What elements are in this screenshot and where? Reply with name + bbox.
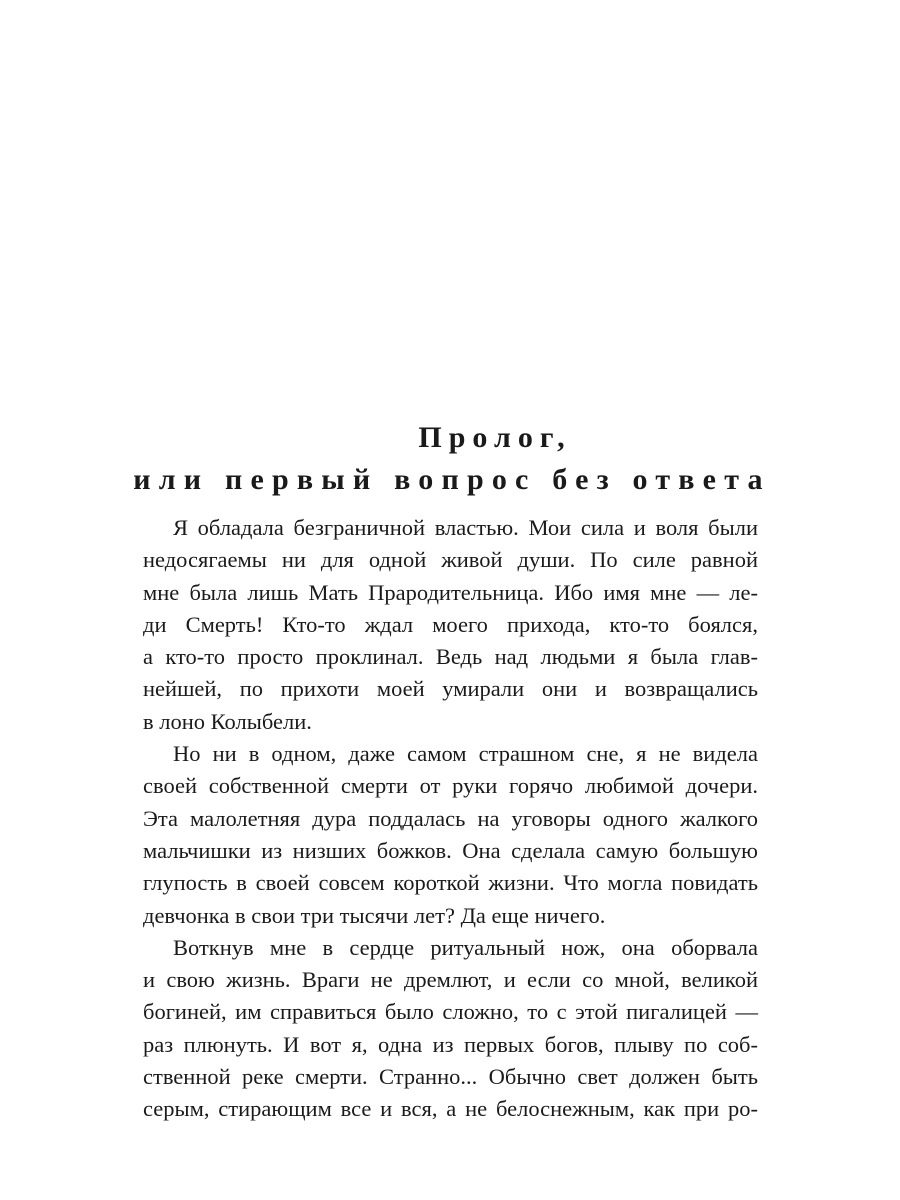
chapter-body: [143, 512, 758, 1126]
text-line: мне была лишь Мать Прародительница. Ибо имя мне — ле-: [143, 579, 758, 605]
text-line: глупость в своей совсем короткой жизни. Что могла повидать: [143, 870, 758, 896]
text-line: недосягаемы ни для одной живой души. По силе равной: [143, 547, 758, 573]
text-line: ственной реке смерти. Странно... Обычно свет должен быть: [143, 1064, 758, 1090]
chapter-title: [0, 417, 900, 501]
text-line: своей собственной смерти от руки горячо любимой дочери.: [143, 773, 758, 799]
text-line: богиней, им справиться было сложно, то с этой пигалицей —: [143, 999, 758, 1025]
text-line: в лоно Колыбели.: [143, 708, 312, 734]
text-line: а кто-то просто проклинал. Ведь над людьми я была глав-: [143, 644, 758, 670]
text-line: Но ни в одном, даже самом страшном сне, я не видела: [173, 741, 758, 767]
text-line: девчонка в свои три тысячи лет? Да еще ничего.: [143, 902, 606, 928]
text-line: ди Смерть! Кто-то ждал моего прихода, кто-то боялся,: [143, 611, 758, 637]
text-line: Эта малолетняя дура поддалась на уговоры одного жалкого: [143, 805, 758, 831]
text-line: мальчишки из низших божков. Она сделала самую большую: [143, 837, 758, 863]
text-line: Я обладала безграничной властью. Мои сила и воля были: [173, 515, 758, 540]
text-line: нейшей, по прихоти моей умирали они и возвращались: [143, 676, 758, 702]
text-line: серым, стирающим все и вся, а не белоснежным, как при ро-: [143, 1096, 758, 1122]
text-line: раз плюнуть. И вот я, одна из первых богов, плыву по соб-: [143, 1031, 758, 1057]
chapter-title-line-2: или первый вопрос без ответа: [133, 463, 771, 496]
chapter-title-line-1: Пролог,: [418, 421, 572, 454]
text-line: Воткнув мне в сердце ритуальный нож, она оборвала: [173, 934, 758, 960]
text-line: и свою жизнь. Враги не дремлют, и если со мной, великой: [143, 967, 758, 993]
